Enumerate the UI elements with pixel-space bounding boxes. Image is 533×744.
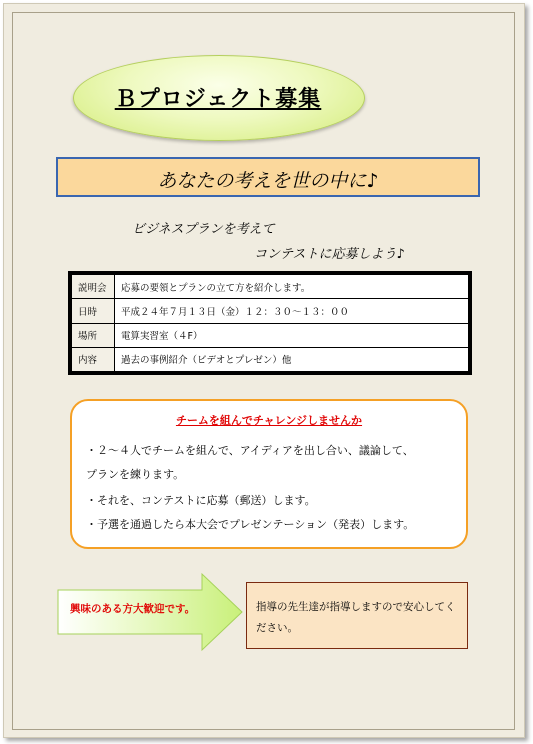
challenge-heading: チームを組んでチャレンジしませんか [175,414,363,427]
table-row [72,323,469,347]
table-value: 平成２４年７月１３日（金）１２：３０～１３：００ [115,299,469,323]
table-value: 過去の事例紹介（ビデオとプレゼン）他 [115,347,469,371]
note-text: 指導の先生達が指導しますので安心してください。 [256,601,456,634]
table-label: 日時 [72,299,115,323]
table-row [72,299,469,323]
welcome-text: 興味のある方大歓迎です。 [70,603,196,615]
table-row [72,275,469,299]
challenge-line: ・２～４人でチームを組んで、アイディアを出し合い、議論して、 [86,444,414,457]
table-label: 内容 [72,347,115,371]
subtitle-line-1: ビジネスプランを考えて [132,222,275,237]
table-label: 場所 [72,323,115,347]
page-title: Ｂプロジェクト募集 [114,87,322,112]
tagline-text: あなたの考えを世の中に♪ [157,170,379,192]
table-value: 応募の要領とプランの立て方を紹介します。 [115,275,469,299]
table-value: 電算実習室（４F） [115,323,469,347]
subtitle-line-2: コンテストに応募しよう♪ [254,247,405,262]
challenge-line: プランを練ります。 [86,468,185,481]
table-row [72,347,469,371]
challenge-line: ・それを、コンテストに応募（郵送）します。 [86,494,316,507]
info-table [68,271,472,375]
challenge-line: ・予選を通過したら本大会でプレゼンテーション（発表）します。 [86,518,415,531]
table-label: 説明会 [72,275,115,299]
